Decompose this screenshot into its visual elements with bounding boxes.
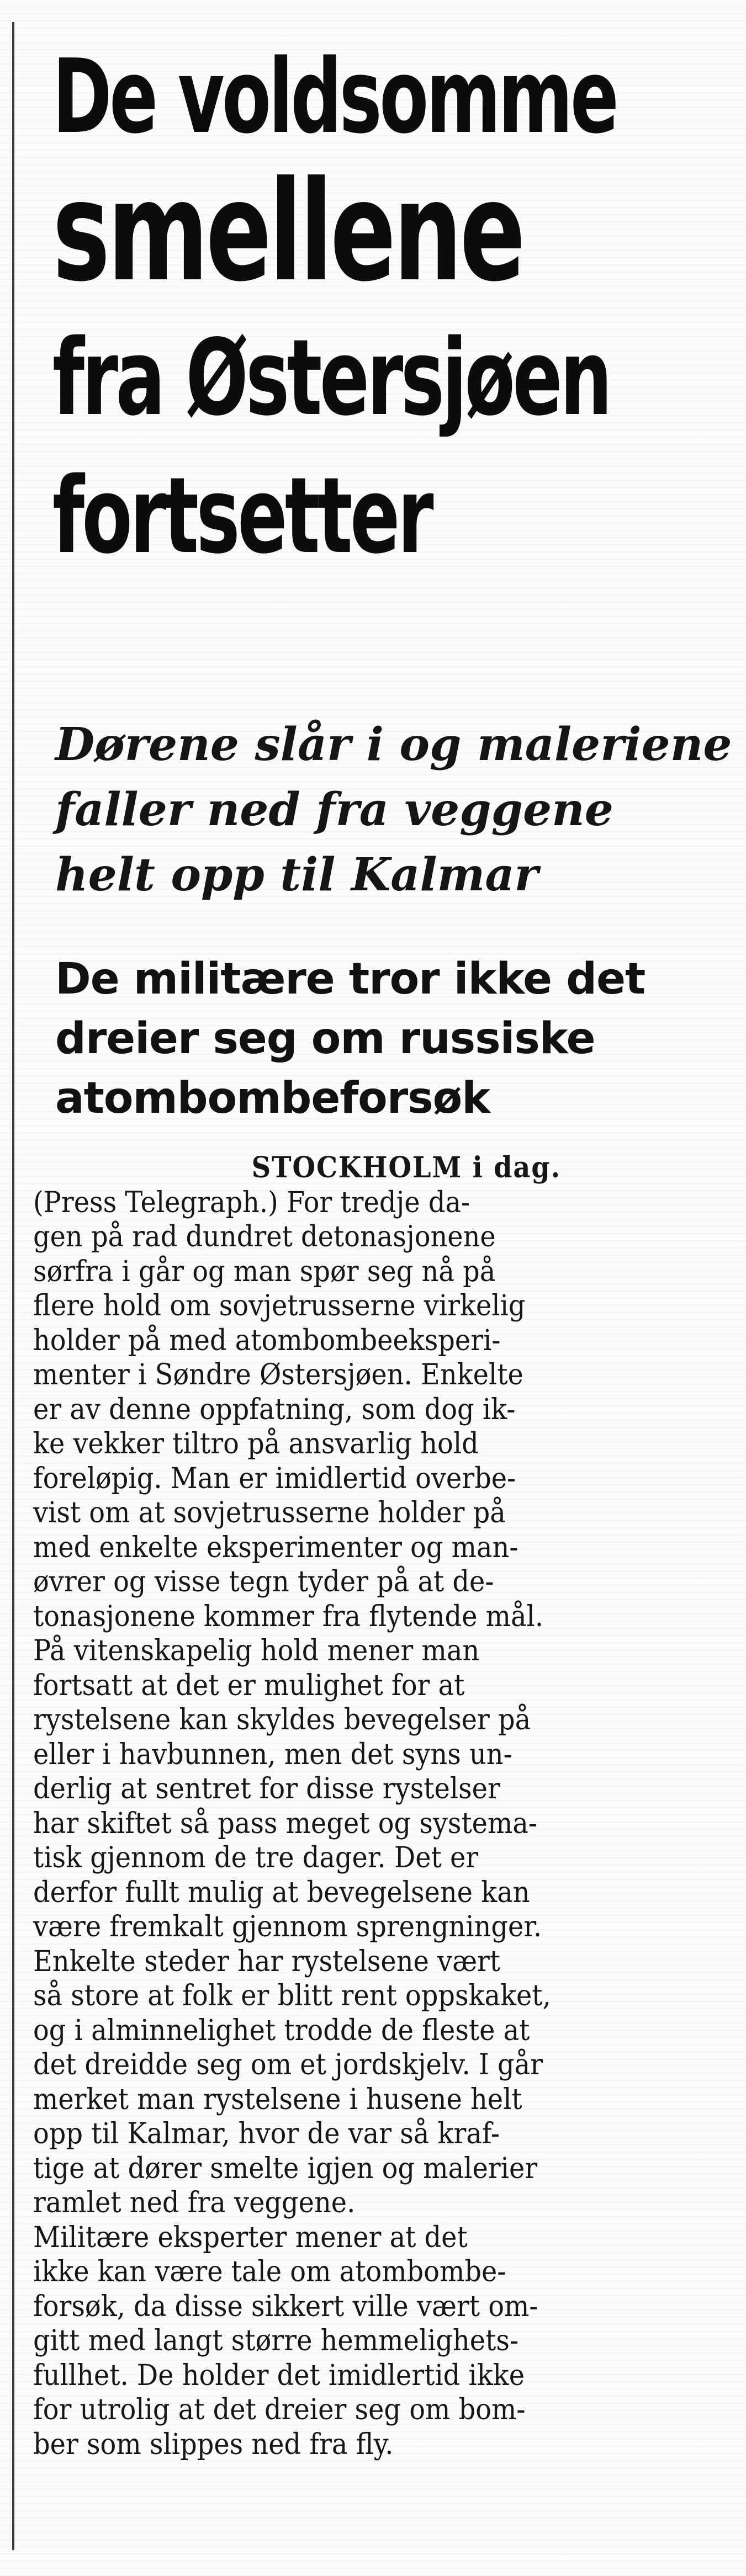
article-line: er av denne oppfatning, som dog ik- [33,1393,516,1426]
article-line: tisk gjennom de tre dager. Det er [33,1841,479,1874]
deck-line-3: atombombeforsøk [55,1074,490,1123]
article-line: ramlet ned fra veggene. [33,2186,356,2219]
article-line: foreløpig. Man er imidlertid overbe- [33,1462,516,1495]
headline-line-4: fortsetter [52,455,431,577]
article-line: ke vekker tiltro på ansvarlig hold [33,1427,479,1460]
article-line: for utrolig at det dreier seg om bom- [33,2393,526,2426]
headline-line-2: smellene [52,151,523,312]
article-line: ber som slippes ned fra fly. [33,2428,394,2461]
article-line: rystelsene kan skyldes bevegelser på [33,1703,531,1736]
article-line: har skiftet så pass meget og systema- [33,1807,538,1840]
deck-line-1: De militære tror ikke det [55,954,646,1004]
article-line: gen på rad dundret detonasjonene [33,1220,496,1254]
article-line: Militære eksperter mener at det [33,2221,468,2254]
column-rule [12,22,14,2550]
headline-line-1: De voldsomme [52,37,617,156]
headline-line-3: fra Østersjøen [52,317,610,439]
article-line: derlig at sentret for disse rystelser [33,1772,500,1805]
article-line: derfor fullt mulig at bevegelsene kan [33,1876,530,1909]
article-body [33,1151,721,2462]
article-line: fullhet. De holder det imidlertid ikke [33,2359,525,2392]
article-line: være fremkalt gjennom sprengninger. [33,1910,542,1943]
article-line: Enkelte steder har rystelsene vært [33,1945,501,1978]
article-line: menter i Søndre Østersjøen. Enkelte [33,1358,523,1391]
subheadline [55,712,732,907]
article-line: ikke kan være tale om atombombe- [33,2255,506,2288]
dateline: STOCKHOLM i dag. [251,1151,562,1185]
article-line: flere hold om sovjetrusserne virkelig [33,1289,526,1322]
article-line: så store at folk er blitt rent oppskaket, [33,1979,551,2012]
article-line: med enkelte eksperimenter og man- [33,1531,519,1564]
article-line: sørfra i går og man spør seg nå på [33,1255,496,1288]
article-line: eller i havbunnen, men det syns un- [33,1738,512,1771]
headline [52,39,715,585]
article-line: (Press Telegraph.) For tredje da- [33,1186,470,1219]
subheadline-line-2: faller ned fra veggene [55,783,613,836]
article-line: merket man rystelsene i husene helt [33,2083,522,2116]
article-line: forsøk, da disse sikkert ville vært om- [33,2290,538,2323]
article-line: vist om at sovjetrusserne holder på [33,1496,506,1529]
article-line: det dreidde seg om et jordskjelv. I går [33,2048,543,2081]
subheadline-line-3: helt opp til Kalmar [55,848,538,901]
deck-line-2: dreier seg om russiske [55,1014,595,1064]
article-line: På vitenskapelig hold mener man [33,1634,480,1667]
article-line: opp til Kalmar, hvor de var så kraf- [33,2117,500,2150]
article-line: fortsatt at det er mulighet for at [33,1669,465,1702]
article-line: holder på med atombombeeksperi- [33,1324,501,1357]
article-line: tige at dører smelte igjen og malerier [33,2152,538,2185]
deck-headline [55,949,723,1128]
article-line: gitt med langt større hemmelighets- [33,2324,519,2357]
article-line: og i alminnelighet trodde de fleste at [33,2014,530,2047]
article-line: tonasjonene kommer fra flytende mål. [33,1600,544,1633]
article-line: øvrer og visse tegn tyder på at de- [33,1565,494,1598]
subheadline-line-1: Dørene slår i og maleriene [55,718,732,771]
